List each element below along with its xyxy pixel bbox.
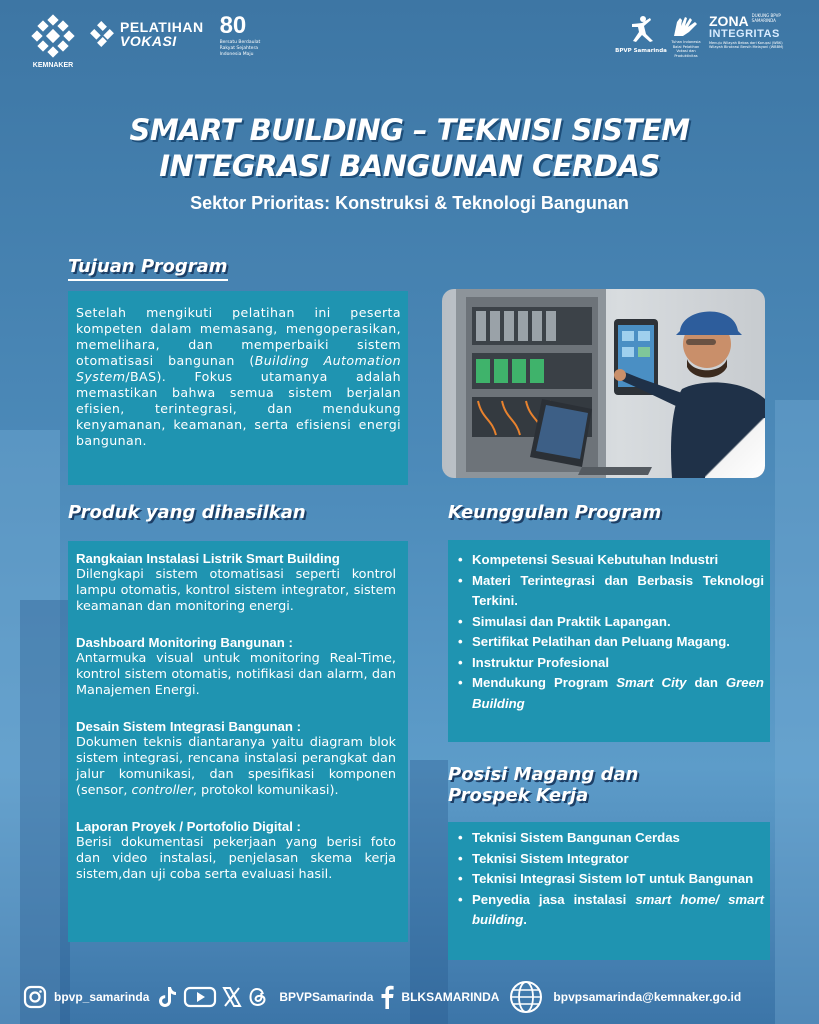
bpvp-figure-icon <box>626 14 656 44</box>
x-icon[interactable] <box>221 985 243 1009</box>
title-line2: INTEGRASI BANGUNAN CERDAS <box>159 149 660 183</box>
eighty-number: 80 <box>219 12 247 39</box>
wbk-label: Tuhan Indonesia Balai Pelatihan Vokasi dan Produktivitas <box>671 40 701 58</box>
posisi-heading <box>448 764 639 806</box>
social-handle[interactable]: BPVPSamarinda <box>279 990 374 1004</box>
wbk-logo <box>669 14 703 58</box>
keunggulan-last-italic2: Green Building <box>472 675 764 711</box>
title-line1: SMART BUILDING – TEKNISI SISTEM <box>129 113 690 147</box>
footer <box>22 982 802 1012</box>
produk-item <box>76 719 396 799</box>
list-item: • Teknisi Sistem Integrator <box>456 849 764 870</box>
produk-body-italic: controller <box>131 783 193 798</box>
threads-icon[interactable] <box>247 985 269 1009</box>
produk-body-part2: , protokol komunikasi). <box>192 783 339 798</box>
produk-heading: Produk yang dihasilkan <box>68 502 306 523</box>
eighty-tagline: Bersatu Berdaulat Rakyat Sejahtera Indonesia Maju <box>219 40 261 57</box>
zona-small-text: DUKUNG BPVP SAMARINDA <box>751 13 781 23</box>
produk-item <box>76 551 396 615</box>
background-building-right <box>775 400 819 1024</box>
header-logos-right <box>615 13 793 58</box>
list-item: • Teknisi Integrasi Sistem IoT untuk Bangunan <box>456 869 764 890</box>
produk-item <box>76 819 396 883</box>
posisi-list <box>456 828 764 931</box>
tujuan-text-italic: Building Automation System <box>76 353 401 384</box>
tujuan-text-part1: Setelah mengikuti pelatihan ini peserta kompeten dalam memasang, mengoperasikan, memelihara, dan memperbaiki sistem otomatisasi bangunan ( <box>76 305 401 368</box>
produk-item <box>76 635 396 699</box>
zona-description: Menuju Wilayah Bebas dari Korupsi (WBK) Wilayah Birokrasi Bersih Melayani (WBBM) <box>709 41 784 50</box>
youtube-icon[interactable] <box>183 984 217 1010</box>
keunggulan-heading: Keunggulan Program <box>448 502 662 523</box>
header-logos-left <box>28 14 268 69</box>
posisi-heading-line1: Posisi Magang dan <box>448 764 639 785</box>
keunggulan-last-part1: Mendukung Program <box>472 675 617 690</box>
produk-item-body: Antarmuka visual untuk monitoring Real-Time, kontrol sistem otomatis, notifikasi dan alarm, dan Manajemen Energi. <box>76 651 396 698</box>
keunggulan-last-part2: dan <box>686 675 726 690</box>
page-title <box>0 112 819 184</box>
list-item <box>456 673 764 714</box>
facebook-handle[interactable]: BLKSAMARINDA <box>401 990 500 1004</box>
keunggulan-list <box>456 550 764 714</box>
facebook-icon[interactable] <box>379 984 395 1010</box>
zona-title: ZONA <box>709 13 749 29</box>
posisi-box <box>448 822 770 960</box>
kemnaker-emblem-icon <box>31 14 75 58</box>
produk-item-title: Desain Sistem Integrasi Bangunan : <box>76 719 301 734</box>
produk-item-body: Dilengkapi sistem otomatisasi seperti kontrol lampu otomatis, kontrol sistem integrator, sistem keamanan dan monitoring energi. <box>76 567 396 614</box>
zona-integritas-text: INTEGRITAS <box>709 28 780 40</box>
vokasi-line1: PELATIHAN <box>120 19 204 35</box>
produk-item-body: Berisi dokumentasi pekerjaan yang berisi foto dan video instalasi, penjelasan skema kerja sistem,dan uji coba serta evaluasi hasil. <box>76 835 396 882</box>
produk-item-title: Dashboard Monitoring Bangunan : <box>76 635 293 650</box>
list-item: • Materi Terintegrasi dan Berbasis Teknologi Terkini. <box>456 571 764 612</box>
page-subtitle: Sektor Prioritas: Konstruksi & Teknologi Bangunan <box>190 193 629 213</box>
keunggulan-box <box>448 540 770 742</box>
posisi-heading-line2: Prospek Kerja <box>448 785 589 806</box>
keunggulan-last-italic1: Smart City <box>616 675 687 690</box>
produk-item-title: Laporan Proyek / Portofolio Digital : <box>76 819 301 834</box>
pelatihan-vokasi-logo <box>88 20 204 48</box>
background-building-left-2 <box>20 600 70 1024</box>
posisi-last-part1: Penyedia jasa instalasi <box>472 891 636 907</box>
tujuan-heading: Tujuan Program <box>68 256 228 281</box>
produk-item-title: Rangkaian Instalasi Listrik Smart Building <box>76 551 340 566</box>
list-item: • Teknisi Sistem Bangunan Cerdas <box>456 828 764 849</box>
page-curl-decoration <box>705 418 765 478</box>
list-item: • Instruktur Profesional <box>456 653 764 674</box>
list-item: • Sertifikat Pelatihan dan Peluang Magang. <box>456 632 764 653</box>
kemnaker-label: KEMNAKER <box>32 62 74 69</box>
posisi-last-italic: smart home/ smart building <box>472 891 765 927</box>
hands-icon <box>671 14 701 38</box>
instagram-icon[interactable] <box>22 984 48 1010</box>
tujuan-text-part2: /BAS). Fokus utamanya adalah memastikan bahwa semua sistem berjalan efisien, terintegrasi, dan mendukung kenyamanan, keamanan, serta efisiensi energi bangunan. <box>76 369 401 448</box>
produk-item-body <box>76 735 396 799</box>
kemnaker-logo <box>28 14 78 69</box>
tujuan-box <box>68 291 408 485</box>
bpvp-logo <box>615 14 667 54</box>
zona-integritas-logo <box>709 14 793 49</box>
indonesia-80-logo <box>220 14 268 58</box>
instagram-handle[interactable]: bpvp_samarinda <box>54 990 150 1004</box>
bpvp-label: BPVP Samarinda <box>615 48 667 54</box>
posisi-last-part2: . <box>523 912 527 927</box>
email-address[interactable]: bpvpsamarinda@kemnaker.go.id <box>553 990 742 1004</box>
vokasi-mark-icon <box>88 20 116 48</box>
produk-box <box>68 541 408 942</box>
vokasi-line2: VOKASI <box>120 33 177 49</box>
globe-icon[interactable] <box>509 980 543 1014</box>
tiktok-icon[interactable] <box>155 984 179 1010</box>
list-item <box>456 890 764 931</box>
list-item: • Simulasi dan Praktik Lapangan. <box>456 612 764 633</box>
technician-photo <box>442 289 765 478</box>
list-item: • Kompetensi Sesuai Kebutuhan Industri <box>456 550 764 571</box>
produk-body-part1: Dokumen teknis diantaranya yaitu diagram blok sistem integrasi, rencana instalasi perangkat dan jalur komunikasi, dan spesifikasi komponen (sensor, <box>76 735 396 798</box>
